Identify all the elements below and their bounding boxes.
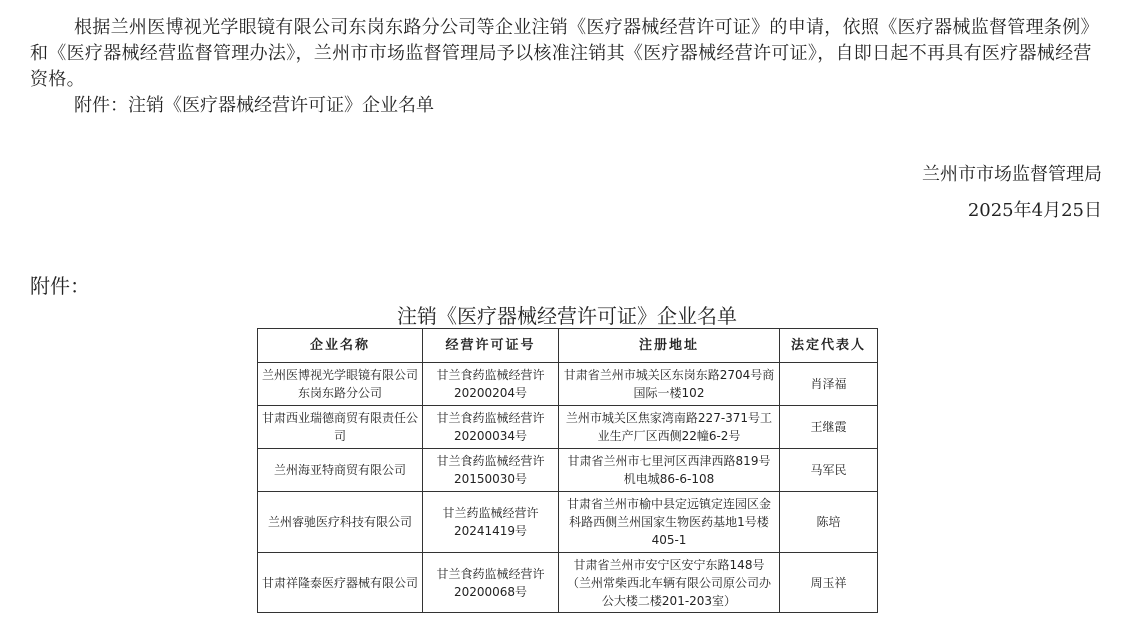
header-license-number: 经营许可证号	[423, 329, 559, 363]
header-legal-representative: 法定代表人	[780, 329, 878, 363]
cell-enterprise-name: 兰州医博视光学眼镜有限公司东岗东路分公司	[258, 363, 423, 406]
table-row	[258, 553, 878, 613]
cell-license-number: 甘兰食药监械经营许20200068号	[423, 553, 559, 613]
cell-license-number: 甘兰食药监械经营许20200204号	[423, 363, 559, 406]
notice-body	[30, 15, 1104, 119]
cell-license-number: 甘兰药监械经营许20241419号	[423, 492, 559, 553]
table-row	[258, 406, 878, 449]
cell-legal-representative: 周玉祥	[780, 553, 878, 613]
cell-legal-representative: 肖泽福	[780, 363, 878, 406]
cell-registered-address: 甘肃省兰州市榆中县定远镇定连园区金科路西侧兰州国家生物医药基地1号楼405-1	[559, 492, 780, 553]
table-header-row	[258, 329, 878, 363]
cell-legal-representative: 王继霞	[780, 406, 878, 449]
enterprise-list-table	[257, 328, 878, 613]
cell-registered-address: 甘肃省兰州市安宁区安宁东路148号（兰州常柴西北车辆有限公司原公司办公大楼二楼201-203室）	[559, 553, 780, 613]
cell-registered-address: 甘肃省兰州市城关区东岗东路2704号商国际一楼102	[559, 363, 780, 406]
table-row	[258, 363, 878, 406]
cell-registered-address: 甘肃省兰州市七里河区西津西路819号机电城86-6-108	[559, 449, 780, 492]
issuing-authority: 兰州市市场监督管理局	[922, 164, 1102, 185]
attachment-label: 附件：	[30, 274, 90, 298]
table-row	[258, 492, 878, 553]
cell-legal-representative: 陈培	[780, 492, 878, 553]
cell-enterprise-name: 兰州海亚特商贸有限公司	[258, 449, 423, 492]
table-row	[258, 449, 878, 492]
cell-registered-address: 兰州市城关区焦家湾南路227-371号工业生产厂区西侧22幢6-2号	[559, 406, 780, 449]
notice-paragraph: 根据兰州医博视光学眼镜有限公司东岗东路分公司等企业注销《医疗器械经营许可证》的申请，依照《医疗器械监督管理条例》和《医疗器械经营监督管理办法》，兰州市市场监督管理局予以核准注销其《医疗器械经营许可证》，自即日起不再具有医疗器械经营资格。	[30, 17, 1099, 90]
header-registered-address: 注册地址	[559, 329, 780, 363]
header-enterprise-name: 企业名称	[258, 329, 423, 363]
cell-legal-representative: 马军民	[780, 449, 878, 492]
attachment-reference: 附件：注销《医疗器械经营许可证》企业名单	[74, 95, 434, 116]
issue-date: 2025年4月25日	[967, 200, 1102, 221]
cell-license-number: 甘兰食药监械经营许20200034号	[423, 406, 559, 449]
cell-license-number: 甘兰食药监械经营许20150030号	[423, 449, 559, 492]
table-title: 注销《医疗器械经营许可证》企业名单	[397, 304, 737, 328]
cell-enterprise-name: 兰州睿驰医疗科技有限公司	[258, 492, 423, 553]
cell-enterprise-name: 甘肃西业瑞德商贸有限责任公司	[258, 406, 423, 449]
cell-enterprise-name: 甘肃祥隆泰医疗器械有限公司	[258, 553, 423, 613]
